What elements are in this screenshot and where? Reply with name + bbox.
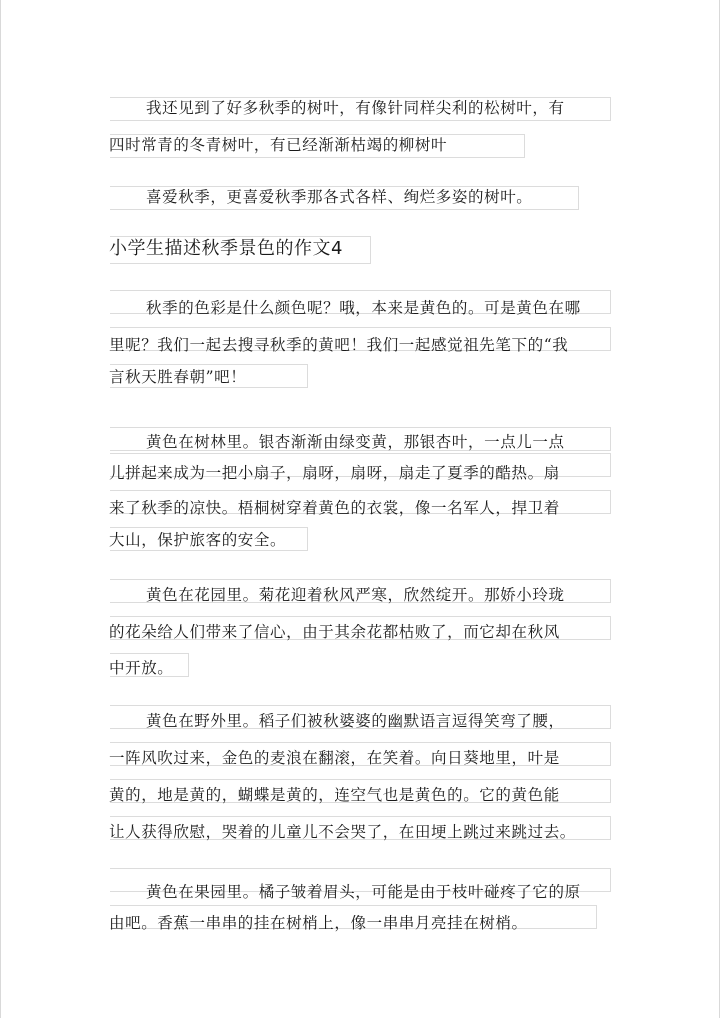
paragraph-line: 黄色在树林里。银杏渐渐由绿变黄，那银杏叶，一点儿一点 [146,433,565,451]
paragraph-line: 由吧。香蕉一串串的挂在树梢上，像一串串月亮挂在树梢。 [109,914,528,932]
paragraph-line: 中开放。 [109,659,174,677]
paragraph-line: 黄的，地是黄的，蝴蝶是黄的，连空气也是黄色的。它的黄色能 [109,786,560,804]
paragraph-line: 儿拼起来成为一把小扇子，扇呀，扇呀，扇走了夏季的酷热。扇 [109,464,560,482]
paragraph-line: 喜爱秋季，更喜爱秋季那各式各样、绚烂多姿的树叶。 [146,188,533,206]
paragraph-line: 一阵风吹过来，金色的麦浪在翻滚，在笑着。向日葵地里，叶是 [109,749,560,767]
paragraph-line: 黄色在花园里。菊花迎着秋风严寒，欣然绽开。那娇小玲珑 [146,586,565,604]
paragraph-line: 里呢？我们一起去搜寻秋季的黄吧！我们一起感觉祖先笔下的“我 [109,336,569,354]
paragraph-line: 秋季的色彩是什么颜色呢？哦，本来是黄色的。可是黄色在哪 [146,299,581,317]
paragraph-line: 大山，保护旅客的安全。 [109,531,287,549]
paragraph-line: 言秋天胜春朝”吧！ [109,368,247,386]
paragraph-line: 来了秋季的凉快。梧桐树穿着黄色的衣裳，像一名军人，捍卫着 [109,499,560,517]
paragraph-line: 黄色在野外里。稻子们被秋婆婆的幽默语言逗得笑弯了腰， [146,712,565,730]
paragraph-line: 我还见到了好多秋季的树叶，有像针同样尖利的松树叶，有 [146,99,565,117]
paragraph-line: 的花朵给人们带来了信心，由于其余花都枯败了，而它却在秋风 [109,623,560,641]
page-edge-left [0,0,1,1018]
paragraph-line: 黄色在果园里。橘子皱着眉头，可能是由于枝叶碰疼了它的原 [146,883,581,901]
section-heading: 小学生描述秋季景色的作文4 [109,238,343,259]
paragraph-line: 四时常青的冬青树叶，有已经渐渐枯竭的柳树叶 [109,136,448,154]
paragraph-line: 让人获得欣慰，哭着的儿童儿不会哭了，在田埂上跳过来跳过去。 [109,823,576,841]
